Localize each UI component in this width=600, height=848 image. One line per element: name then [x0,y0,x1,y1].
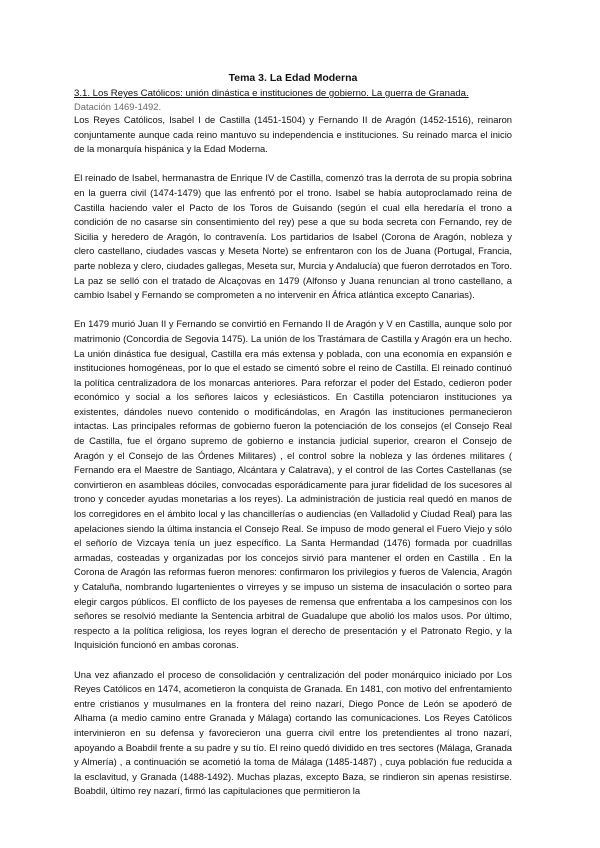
dating-line: Datación 1469-1492. [74,101,162,112]
paragraph-2: El reinado de Isabel, hermanastra de Enrique IV de Castilla, comenzó tras la derrota de su propia sobrina en la guerra civil (1474-1479) que las enfrentó por el trono. Isabel se había autoproclamado reina de Castilla haciendo valer el Pacto de los Toros de Guisando (según el cual ella heredaría el trono a condición de no casarse sin consentimiento del rey) pese a que su boda secreta con Fernando, rey de Sicilia y heredero de Aragón, lo contravenía. Los partidarios de Isabel (Corona de Aragón, nobleza y clero castellano, ciudades vascas y Meseta Norte) se enfrentaron con los de Juana (Portugal, Francia, parte nobleza y clero, ciudades gallegas, Meseta sur, Murcia y Andalucía) que fueron derrotados en Toro. La paz se selló con el tratado de Alcaçovas en 1479 (Alfonso y Juana renuncian al trono castellano, a cambio Isabel y Fernando se comprometen a no intervenir en África atlántica excepto Canarias). [74,172,512,301]
paragraph-4: Una vez afianzado el proceso de consolidación y centralización del poder monárquico iniciado por Los Reyes Católicos en 1474, acometieron la conquista de Granada. En 1481, con motivo del enfrentamiento entre cristianos y musulmanes en la frontera del reino nazarí, Diego Ponce de León se apoderó de Alhama (a medio camino entre Granada y Málaga) cortando las comunicaciones. Los Reyes Católicos intervinieron en su defensa y favorecieron una guerra civil entre los pretendientes al trono nazarí, apoyando a Boabdil frente a su padre y su tío. El reino quedó dividido en tres sectores (Málaga, Granada y Almería) , a continuación se acometió la toma de Málaga (1485-1487) , cuya población fue reducida a la esclavitud, y Granada (1488-1492). Muchas plazas, excepto Baza, se rindieron sin apenas resistirse. Boabdil, último rey nazarí, firmó las capitulaciones que permitieron la [74,668,512,797]
paragraph-3: En 1479 murió Juan II y Fernando se convirtió en Fernando II de Aragón y V en Castilla, aunque solo por matrimonio (Concordia de Segovia 1475). La unión de los Trastámara de Castilla y Aragón era un hecho. La unión dinástica fue desigual, Castilla era más extensa y poblada, con una economía en expansión e instituciones homogéneas, por lo que el estado se cimentó sobre el reino de Castilla. El reinado continuó la política centralizadora de los monarcas anteriores. Para reforzar el poder del Estado, cedieron poder económico y social a los señores laicos y eclesiásticos. En Castilla potenciaron instituciones ya existentes, dándoles nuevo contenido o modificándolas, en Aragón las instituciones permanecieron intactas. Las principales reformas de gobierno fueron la potenciación de los consejos (el Consejo Real de Castilla, fue el órgano supremo de gobierno e instancia judicial superior, crearon el Consejo de Aragón y el Consejo de las Órdenes Militares) , el control sobre la nobleza y las órdenes militares ( Fernando era el Maestre de Santiago, Alcántara y Calatrava), y el control de las Cortes Castellanas (se convirtieron en asambleas dóciles, convocadas esporádicamente para jurar fidelidad de los sucesores al trono y conceder ayudas monetarias a los reyes). La administración de justicia real quedó en manos de los corregidores en el ámbito local y las chancillerías o audiencias (en Valladolid y Ciudad Real) para las apelaciones siendo la última instancia el Consejo Real. Se impuso de modo general el Fuero Viejo y sólo el señorío de Vizcaya tenía un juez específico. La Santa Hermandad (1476) formada por cuadrillas armadas, costeadas y organizadas por los concejos sirvió para mantener el orden en Castilla . En la Corona de Aragón las reformas fueron menores: confirmaron los privilegios y fueros de Valencia, Aragón y Cataluña, nombrando lugartenientes o virreyes y se impuso un sistema de insaculación o sorteo para elegir cargos públicos. El conflicto de los payeses de remensa que enfrentaba a los campesinos con los señores se resolvió mediante la Sentencia arbitral de Guadalupe que abolió los malos usos. Por último, respecto a la política religiosa, los reyes logran el derecho de presentación y el Patronato Regio, y la Inquisición funcionó en ambas coronas. [74,318,512,651]
section-heading: 3.1. Los Reyes Católicos: unión dinástica e instituciones de gobierno. La guerra de Granada. [74,88,469,99]
paragraph-1: Los Reyes Católicos, Isabel I de Castilla (1451-1504) y Fernando II de Aragón (1452-1516), reinaron conjuntamente aunque cada reino mantuvo su independencia e instituciones. Su reinado marca el inicio de la monarquía hispánica y la Edad Moderna. [74,114,512,155]
document-title: Tema 3. La Edad Moderna [228,72,358,84]
